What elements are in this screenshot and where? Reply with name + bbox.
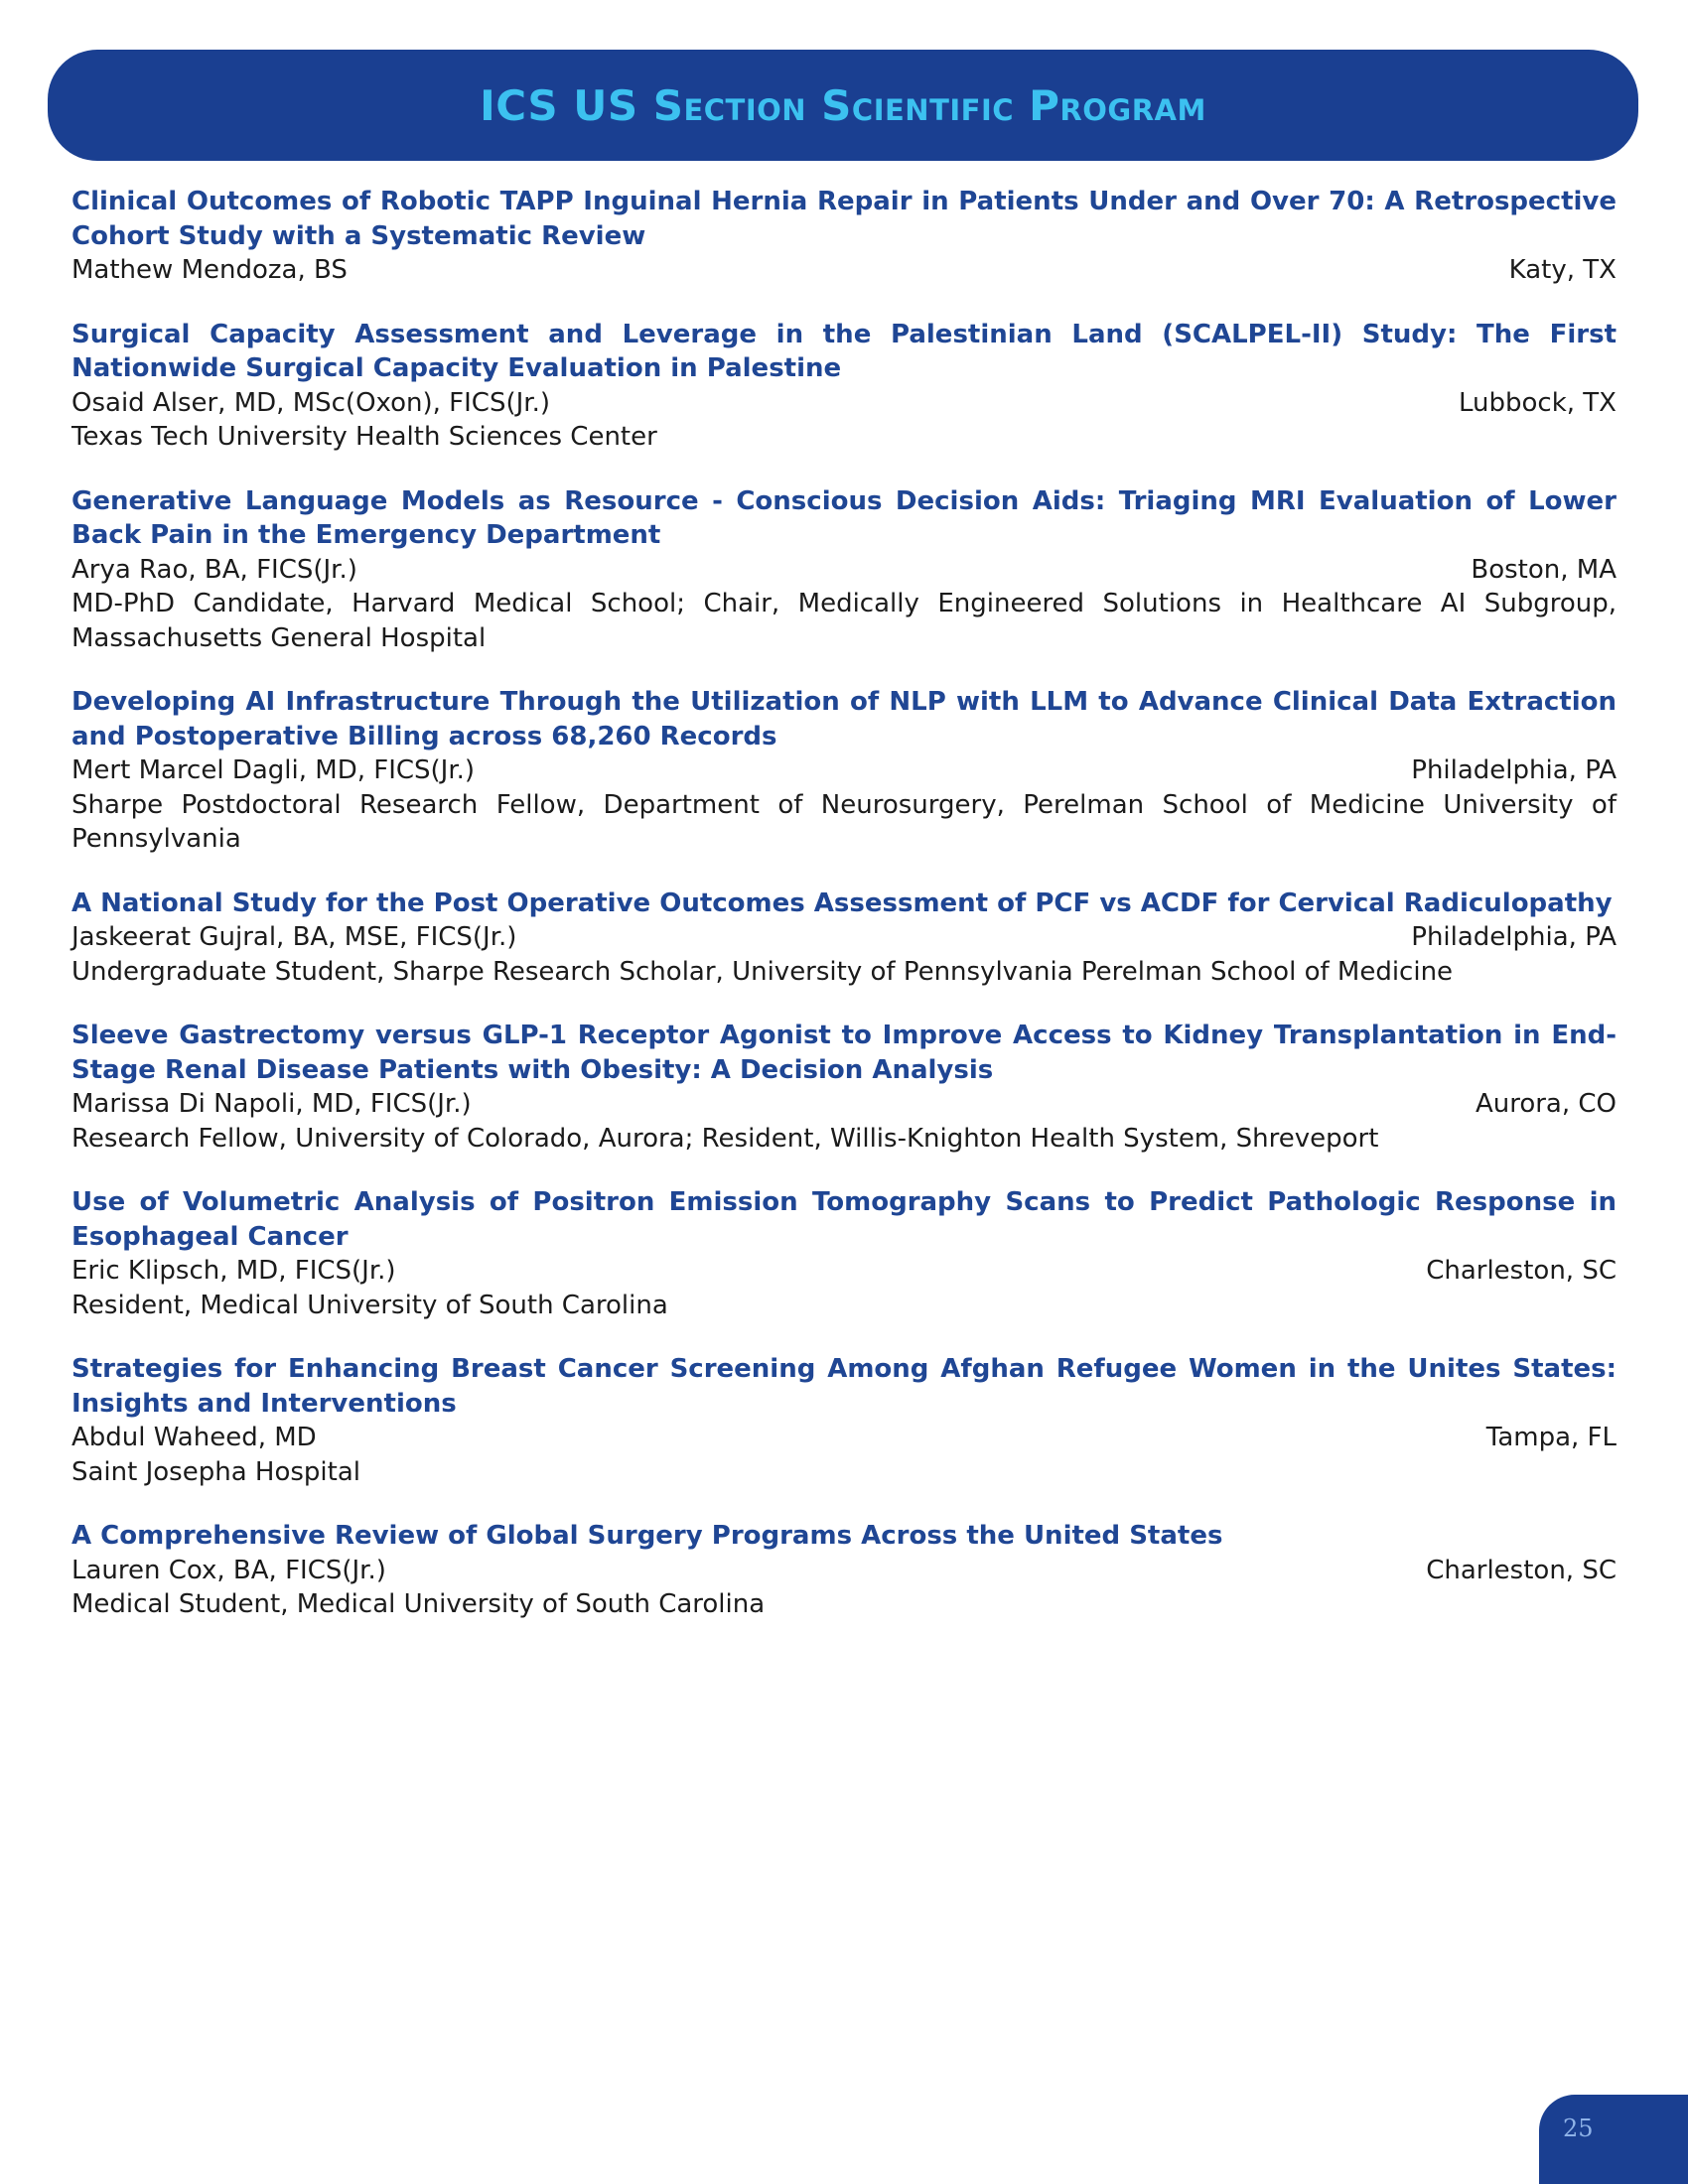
author-row [71,386,1617,421]
page-number: 25 [1563,2115,1594,2142]
entry-title: A Comprehensive Review of Global Surgery Programs Across the United States [71,1521,1223,1551]
entry-title: Surgical Capacity Assessment and Leverage in the Palestinian Land (SCALPEL-II) Study: The First Nationwide Surgical Capacity Evaluation in Palestine [71,319,1617,383]
author-name: Marissa Di Napoli, MD, FICS(Jr.) [71,1089,472,1119]
program-entry [71,1185,1617,1322]
author-affiliation: Resident, Medical University of South Carolina [71,1290,668,1320]
author-affiliation: Saint Josepha Hospital [71,1456,360,1487]
author-location: Tampa, FL [1485,1423,1617,1452]
author-row [71,1254,1617,1289]
author-location: Charleston, SC [1426,1256,1617,1286]
entry-title: A National Study for the Post Operative Outcomes Assessment of PCF vs ACDF for Cervical Radiculopathy [71,887,1613,918]
author-name: Abdul Waheed, MD [71,1423,317,1452]
program-entry [71,1352,1617,1489]
entry-title: Generative Language Models as Resource - Conscious Decision Aids: Triaging MRI Evaluation of Lower Back Pain in the Emergency Department [71,485,1617,550]
author-row [71,753,1617,788]
header-banner [48,50,1638,161]
program-entry [71,318,1617,455]
author-affiliation: Research Fellow, University of Colorado, Aurora; Resident, Willis-Knighton Health System, Shreveport [71,1123,1379,1154]
entry-title: Strategies for Enhancing Breast Cancer Screening Among Afghan Refugee Women in the Unites States: Insights and Interventions [71,1354,1617,1419]
author-row [71,1421,1617,1455]
author-location: Charleston, SC [1426,1555,1617,1585]
author-name: Arya Rao, BA, FICS(Jr.) [71,554,357,585]
entry-title: Clinical Outcomes of Robotic TAPP Inguinal Hernia Repair in Patients Under and Over 70: A Retrospective Cohort Study with a Systematic Review [71,187,1617,251]
author-row [71,553,1617,588]
author-name: Osaid Alser, MD, MSc(Oxon), FICS(Jr.) [71,387,550,418]
page-number-tab [1539,2095,1688,2184]
author-name: Eric Klipsch, MD, FICS(Jr.) [71,1256,396,1286]
author-location: Aurora, CO [1475,1089,1617,1119]
program-entry [71,185,1617,288]
author-row [71,920,1617,955]
program-entry [71,484,1617,656]
author-name: Mathew Mendoza, BS [71,255,348,285]
entry-title: Developing AI Infrastructure Through the Utilization of NLP with LLM to Advance Clinical Data Extraction and Postoperative Billing across 68,260 Records [71,687,1617,751]
author-affiliation: Undergraduate Student, Sharpe Research Scholar, University of Pennsylvania Perelman School of Medicine [71,956,1454,987]
program-entry [71,1519,1617,1622]
author-location: Philadelphia, PA [1411,922,1617,952]
page-title: ICS US Section Scientific Program [480,80,1206,130]
author-location: Katy, TX [1508,255,1617,285]
author-affiliation: MD-PhD Candidate, Harvard Medical School; Chair, Medically Engineered Solutions in Healthcare AI Subgroup, Massachusetts General Hospital [71,589,1617,653]
program-entry [71,685,1617,857]
author-location: Boston, MA [1471,554,1617,585]
author-name: Mert Marcel Dagli, MD, FICS(Jr.) [71,755,476,785]
author-affiliation: Texas Tech University Health Sciences Center [71,422,657,452]
author-row [71,1554,1617,1588]
author-row [71,253,1617,288]
author-row [71,1087,1617,1122]
author-location: Philadelphia, PA [1411,755,1617,785]
author-name: Lauren Cox, BA, FICS(Jr.) [71,1555,386,1585]
author-affiliation: Sharpe Postdoctoral Research Fellow, Department of Neurosurgery, Perelman School of Medicine University of Pennsylvania [71,789,1617,854]
program-entry [71,1019,1617,1156]
author-affiliation: Medical Student, Medical University of South Carolina [71,1589,766,1619]
entry-title: Use of Volumetric Analysis of Positron Emission Tomography Scans to Predict Pathologic Response in Esophageal Cancer [71,1187,1617,1252]
author-name: Jaskeerat Gujral, BA, MSE, FICS(Jr.) [71,922,517,952]
author-location: Lubbock, TX [1459,387,1617,418]
program-entry [71,887,1617,990]
entry-title: Sleeve Gastrectomy versus GLP-1 Receptor Agonist to Improve Access to Kidney Transplantation in End-Stage Renal Disease Patients with Obesity: A Decision Analysis [71,1021,1617,1085]
program-list [71,185,1617,1652]
